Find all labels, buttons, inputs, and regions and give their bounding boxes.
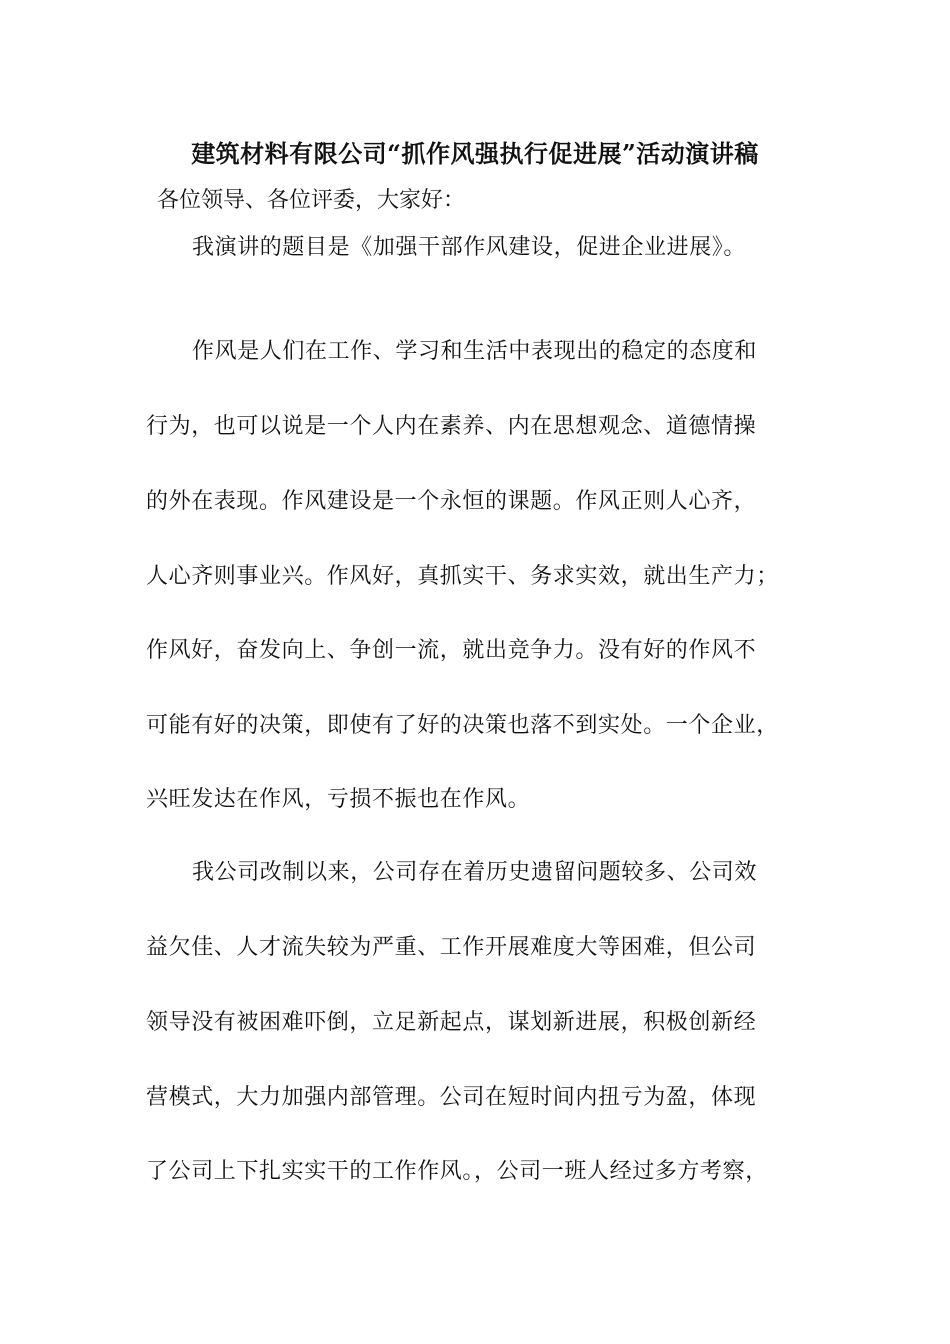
document-title: 建筑材料有限公司“抓作风强执行促进展”活动演讲稿 bbox=[191, 139, 759, 168]
paragraph-line: 益欠佳、人才流失较为严重、工作开展难度大等困难，但公司 bbox=[146, 935, 757, 960]
paragraph-line: 可能有好的决策，即使有了好的决策也落不到实处。一个企业， bbox=[146, 713, 779, 738]
salutation: 各位领导、各位评委，大家好： bbox=[157, 188, 466, 213]
paragraph-line: 作风是人们在工作、学习和生活中表现出的稳定的态度和 bbox=[192, 339, 758, 364]
paragraph-line: 营模式，大力加强内部管理。公司在短时间内扭亏为盈，体现 bbox=[146, 1085, 757, 1110]
paragraph-line: 人心齐则事业兴。作风好，真抓实干、务求实效，就出生产力； bbox=[146, 564, 779, 589]
paragraph-line: 兴旺发达在作风，亏损不振也在作风。 bbox=[146, 787, 531, 812]
paragraph-line: 作风好，奋发向上、争创一流，就出竞争力。没有好的作风不 bbox=[146, 638, 757, 663]
paragraph-line: 领导没有被困难吓倒，立足新起点，谋划新进展，积极创新经 bbox=[146, 1010, 757, 1035]
paragraph-line: 的外在表现。作风建设是一个永恒的课题。作风正则人心齐， bbox=[146, 489, 757, 514]
paragraph-line: 行为，也可以说是一个人内在素养、内在思想观念、道德情操 bbox=[146, 414, 757, 439]
paragraph-line: 我演讲的题目是《加强干部作风建设，促进企业进展》。 bbox=[192, 235, 747, 260]
paragraph-line: 我公司改制以来，公司存在着历史遗留问题较多、公司效 bbox=[192, 860, 758, 885]
paragraph-line: 了公司上下扎实实干的工作作风。，公司一班人经过多方考察， bbox=[146, 1159, 768, 1184]
